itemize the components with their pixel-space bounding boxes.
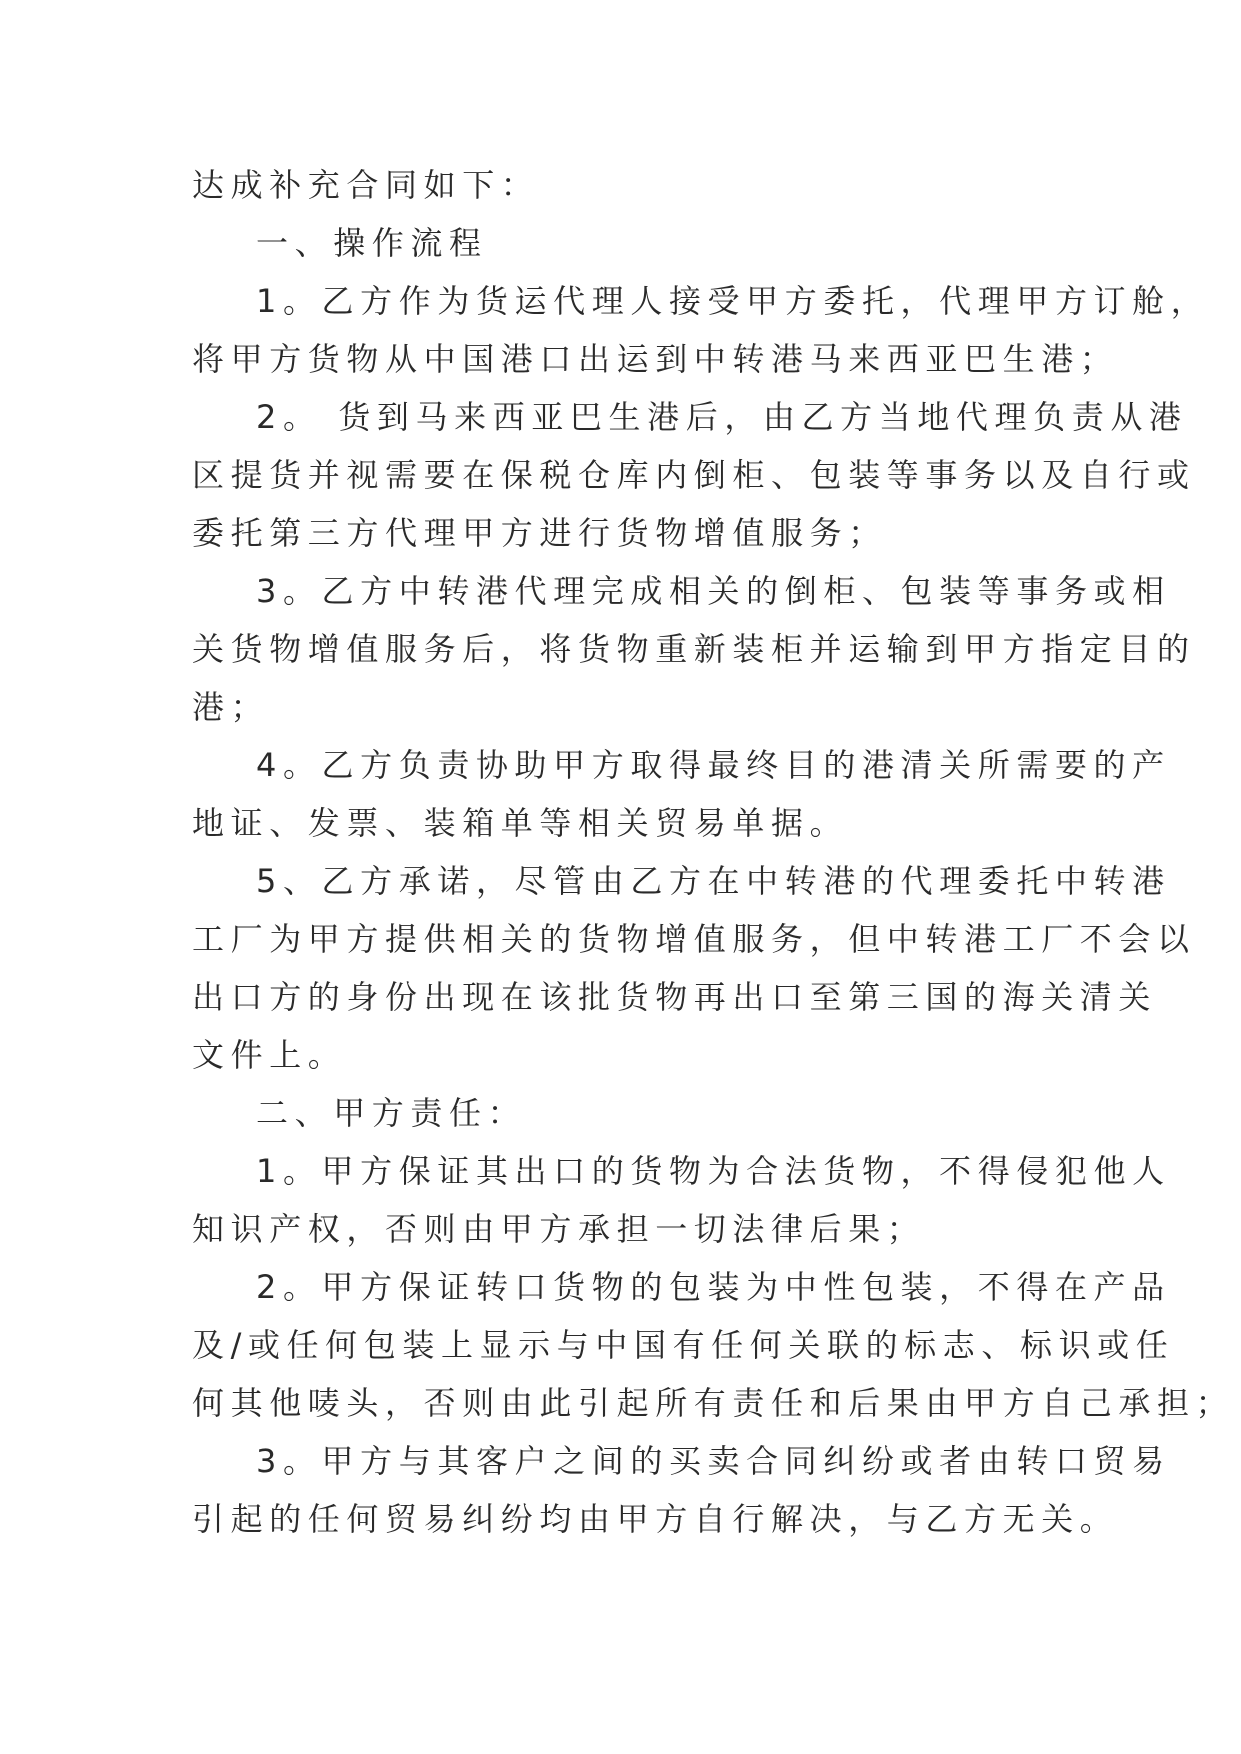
- text-line: 委托第三方代理甲方进行货物增值服务；: [192, 514, 887, 552]
- text-line: 3。乙方中转港代理完成相关的倒柜、包装等事务或相: [256, 572, 1171, 610]
- text-line: 达成补充合同如下：: [192, 166, 540, 204]
- text-line: 关货物增值服务后，将货物重新装柜并运输到甲方指定目的: [192, 630, 1196, 668]
- document-body: [192, 156, 1235, 1548]
- text-line: 地证、发票、装箱单等相关贸易单据。: [192, 804, 849, 842]
- text-line: 将甲方货物从中国港口出运到中转港马来西亚巴生港；: [192, 340, 1119, 378]
- text-line: 知识产权，否则由甲方承担一切法律后果；: [192, 1210, 926, 1248]
- text-line: 何其他唛头，否则由此引起所有责任和后果由甲方自己承担；: [192, 1384, 1235, 1422]
- text-line: 工厂为甲方提供相关的货物增值服务，但中转港工厂不会以: [192, 920, 1196, 958]
- text-line: 3。甲方与其客户之间的买卖合同纠纷或者由转口贸易: [256, 1442, 1171, 1480]
- text-line: 1。甲方保证其出口的货物为合法货物，不得侵犯他人: [256, 1152, 1171, 1190]
- section-heading: 二、甲方责任：: [256, 1094, 527, 1132]
- text-line: 4。乙方负责协助甲方取得最终目的港清关所需要的产: [256, 746, 1171, 784]
- text-line: 及/或任何包装上显示与中国有任何关联的标志、标识或任: [192, 1326, 1175, 1364]
- text-line: 5、乙方承诺，尽管由乙方在中转港的代理委托中转港: [256, 862, 1171, 900]
- text-line: 港；: [192, 688, 270, 726]
- text-line: 2。 货到马来西亚巴生港后，由乙方当地代理负责从港: [256, 398, 1188, 436]
- text-line: 1。乙方作为货运代理人接受甲方委托，代理甲方订舱，: [256, 282, 1210, 320]
- section-heading: 一、操作流程: [256, 224, 488, 262]
- text-line: 2。甲方保证转口货物的包装为中性包装，不得在产品: [256, 1268, 1171, 1306]
- text-line: 出口方的身份出现在该批货物再出口至第三国的海关清关: [192, 978, 1158, 1016]
- text-line: 区提货并视需要在保税仓库内倒柜、包装等事务以及自行或: [192, 456, 1196, 494]
- text-line: 引起的任何贸易纠纷均由甲方自行解决，与乙方无关。: [192, 1500, 1119, 1538]
- text-line: 文件上。: [192, 1036, 347, 1074]
